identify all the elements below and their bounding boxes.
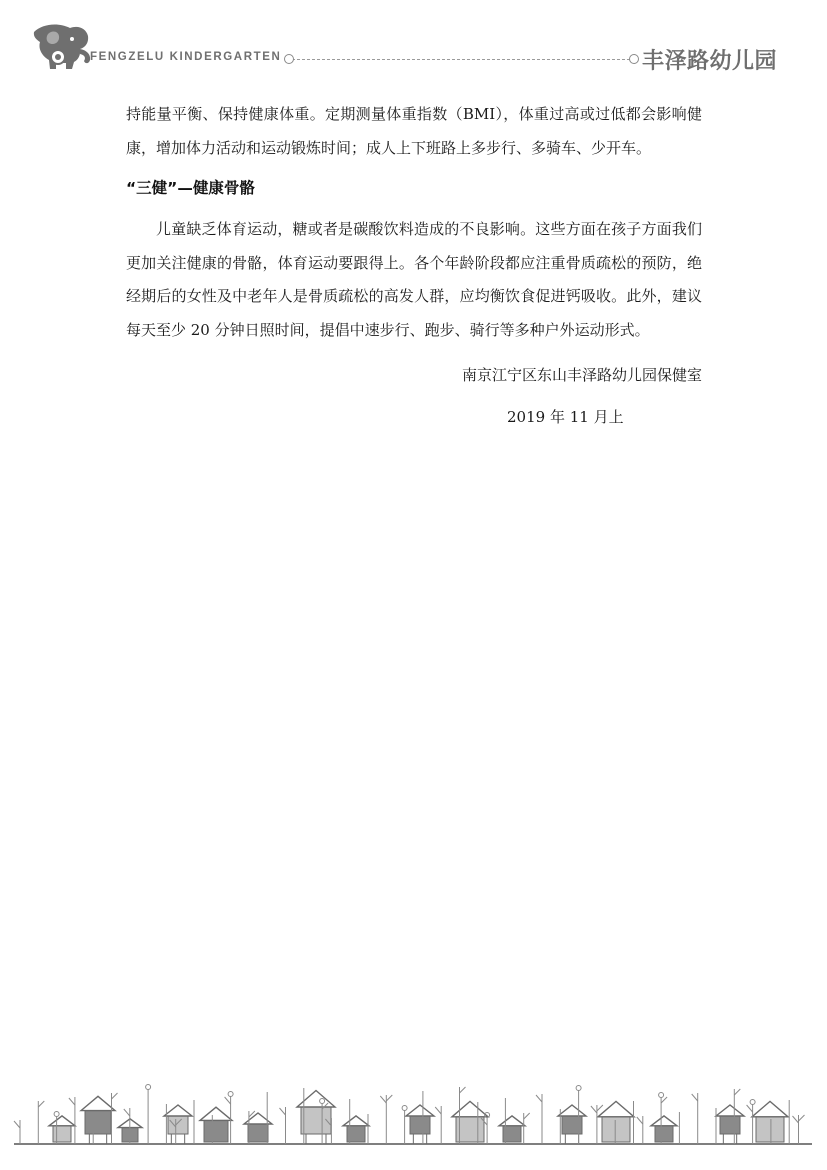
section-heading: “三健”—健康骨骼 <box>126 179 255 197</box>
school-name-en: FENGZELU KINDERGARTEN <box>90 51 282 63</box>
page-header <box>0 0 827 90</box>
trees-and-houses-illustration <box>0 1078 827 1148</box>
date-line: 2019 年 11 月上 <box>507 408 624 426</box>
paragraph-2: 儿童缺乏体育运动，糖或者是碳酸饮料造成的不良影响。这些方面在孩子方面我们更加关注健康的骨骼，体育运动要跟得上。各个年龄阶段都应注重骨质疏松的预防，绝经期后的女性及中老年人是骨质疏松的高发人群，应均衡饮食促进钙吸收。此外，建议每天至少 20 分钟日照时间，提倡中速步行、跑步、骑行等多种户外运动形式。 <box>126 220 702 339</box>
school-name-cn: 丰泽路幼儿园 <box>642 49 778 74</box>
divider-right-dot <box>629 54 639 64</box>
divider-left-dot <box>284 54 294 64</box>
elephant-icon <box>28 22 94 70</box>
header-divider <box>287 59 635 60</box>
signature: 南京江宁区东山丰泽路幼儿园保健室 <box>461 366 702 384</box>
paragraph-1: 持能量平衡、保持健康体重。定期测量体重指数（BMI），体重过高或过低都会影响健康，增加体力活动和运动锻炼时间；成人上下班路上多步行、多骑车、少开车。 <box>126 105 702 157</box>
document-body <box>126 98 702 434</box>
